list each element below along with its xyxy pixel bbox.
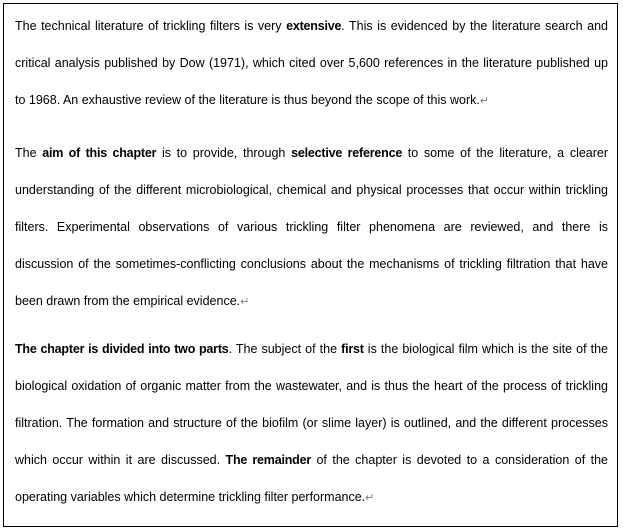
para1-bold-extensive: extensive [286, 19, 342, 33]
para1-text-1: The technical literature of trickling filters is very [15, 19, 287, 33]
paragraph-mark-icon: ↵ [479, 95, 490, 107]
document-frame [3, 3, 618, 527]
paragraph-mark-icon: ↵ [240, 296, 250, 308]
paragraph-3 [15, 331, 608, 517]
para2-text-3: to some of the literature, a clearer understanding of the different microbiological, chemical and physical processes that occur within trickling filters. Experimental observations of various trickling filter phenomena are reviewed, and there is discussion of the sometimes-conflicting conclusions about the mechanisms of trickling filtration that have been drawn from the empirical evidence. [15, 146, 609, 308]
paragraph-mark-icon: ↵ [365, 492, 375, 504]
para2-bold-selective: selective reference [291, 146, 403, 160]
para2-text-2: is to provide, through [156, 146, 292, 160]
paragraph-2 [15, 135, 608, 321]
para3-text-1: . The subject of the [228, 342, 342, 356]
para3-text-2: is the biological film which is the site of the biological oxidation of organic matter from the wastewater, and is thus the heart of the process of trickling filtration. The formation and structure of the biofilm (or slime layer) is outlined, and the different processes which occur within it are discussed. [15, 342, 608, 467]
para2-text-1: The [15, 146, 43, 160]
paragraph-1 [15, 8, 608, 120]
para3-bold-divided: The chapter is divided into two parts [15, 342, 229, 356]
para3-bold-first: first [341, 342, 364, 356]
para3-text-3: of the chapter is devoted to a consideration of the operating variables which determine trickling filter performance. [15, 453, 608, 504]
para3-bold-remainder: The remainder [225, 453, 312, 467]
para2-bold-aim: aim of this chapter [42, 146, 157, 160]
para1-text-2: . This is evidenced by the literature search and critical analysis published by Dow (1971), which cited over 5,600 references in the literature published up to 1968. An exhaustive review of the literature is thus beyond the scope of this work. [15, 19, 608, 107]
